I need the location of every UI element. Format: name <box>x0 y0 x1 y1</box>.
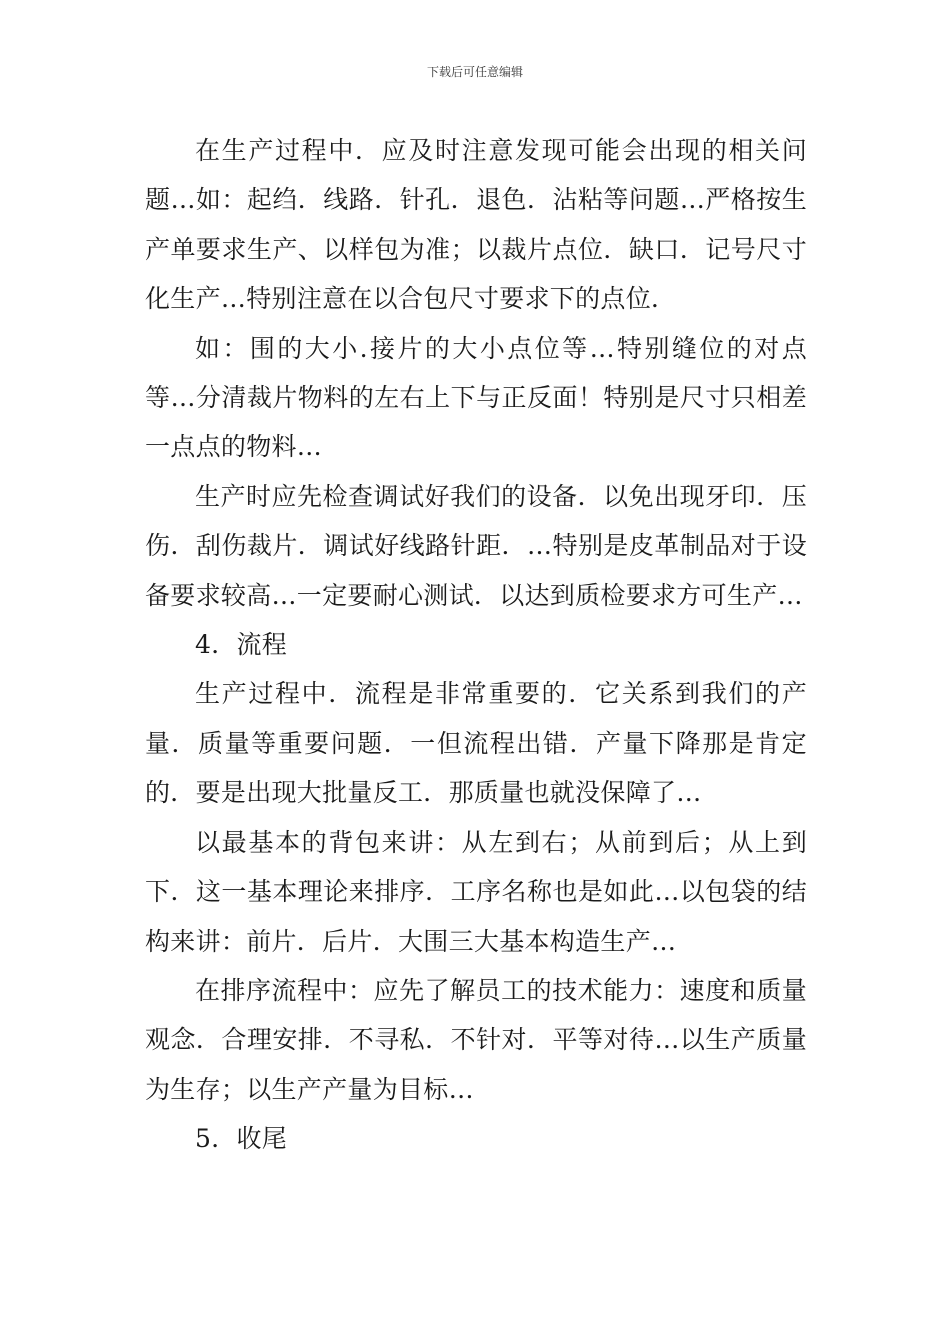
section-heading-process: 4．流程 <box>195 630 288 660</box>
paragraph-equipment-check: 生产时应先检查调试好我们的设备．以免出现牙印．压伤．刮伤裁片．调试好线路针距．…特别是皮革制品对于设备要求较高…一定要耐心测试．以达到质检要求方可生产… <box>145 481 807 610</box>
paragraph-process-importance: 生产过程中．流程是非常重要的．它关系到我们的产量．质量等重要问题．一但流程出错．产量下降那是肯定的．要是出现大批量反工．那质量也就没保障了… <box>145 679 807 808</box>
page-header: 下载后可任意编辑 <box>426 65 523 79</box>
document-body <box>145 126 807 1164</box>
section-heading-finishing: 5．收尾 <box>195 1124 288 1154</box>
paragraph-example-points: 如：围的大小.接片的大小点位等…特别缝位的对点等…分清裁片物料的左右上下与正反面！特别是尺寸只相差一点点的物料… <box>145 333 807 462</box>
paragraph-production-issues: 在生产过程中．应及时注意发现可能会出现的相关问题…如：起绉．线路．针孔．退色．沾粘等问题…严格按生产单要求生产、以样包为准；以裁片点位．缺口．记号尺寸化生产…特别注意在以合包尺寸要求下的点位． <box>145 136 807 314</box>
paragraph-staff-arrangement: 在排序流程中：应先了解员工的技术能力：速度和质量观念．合理安排．不寻私．不针对．平等对待…以生产质量为生存；以生产产量为目标… <box>145 975 807 1104</box>
paragraph-backpack-order: 以最基本的背包来讲：从左到右；从前到后；从上到下．这一基本理论来排序．工序名称也是如此…以包袋的结构来讲：前片．后片．大围三大基本构造生产… <box>145 827 807 956</box>
